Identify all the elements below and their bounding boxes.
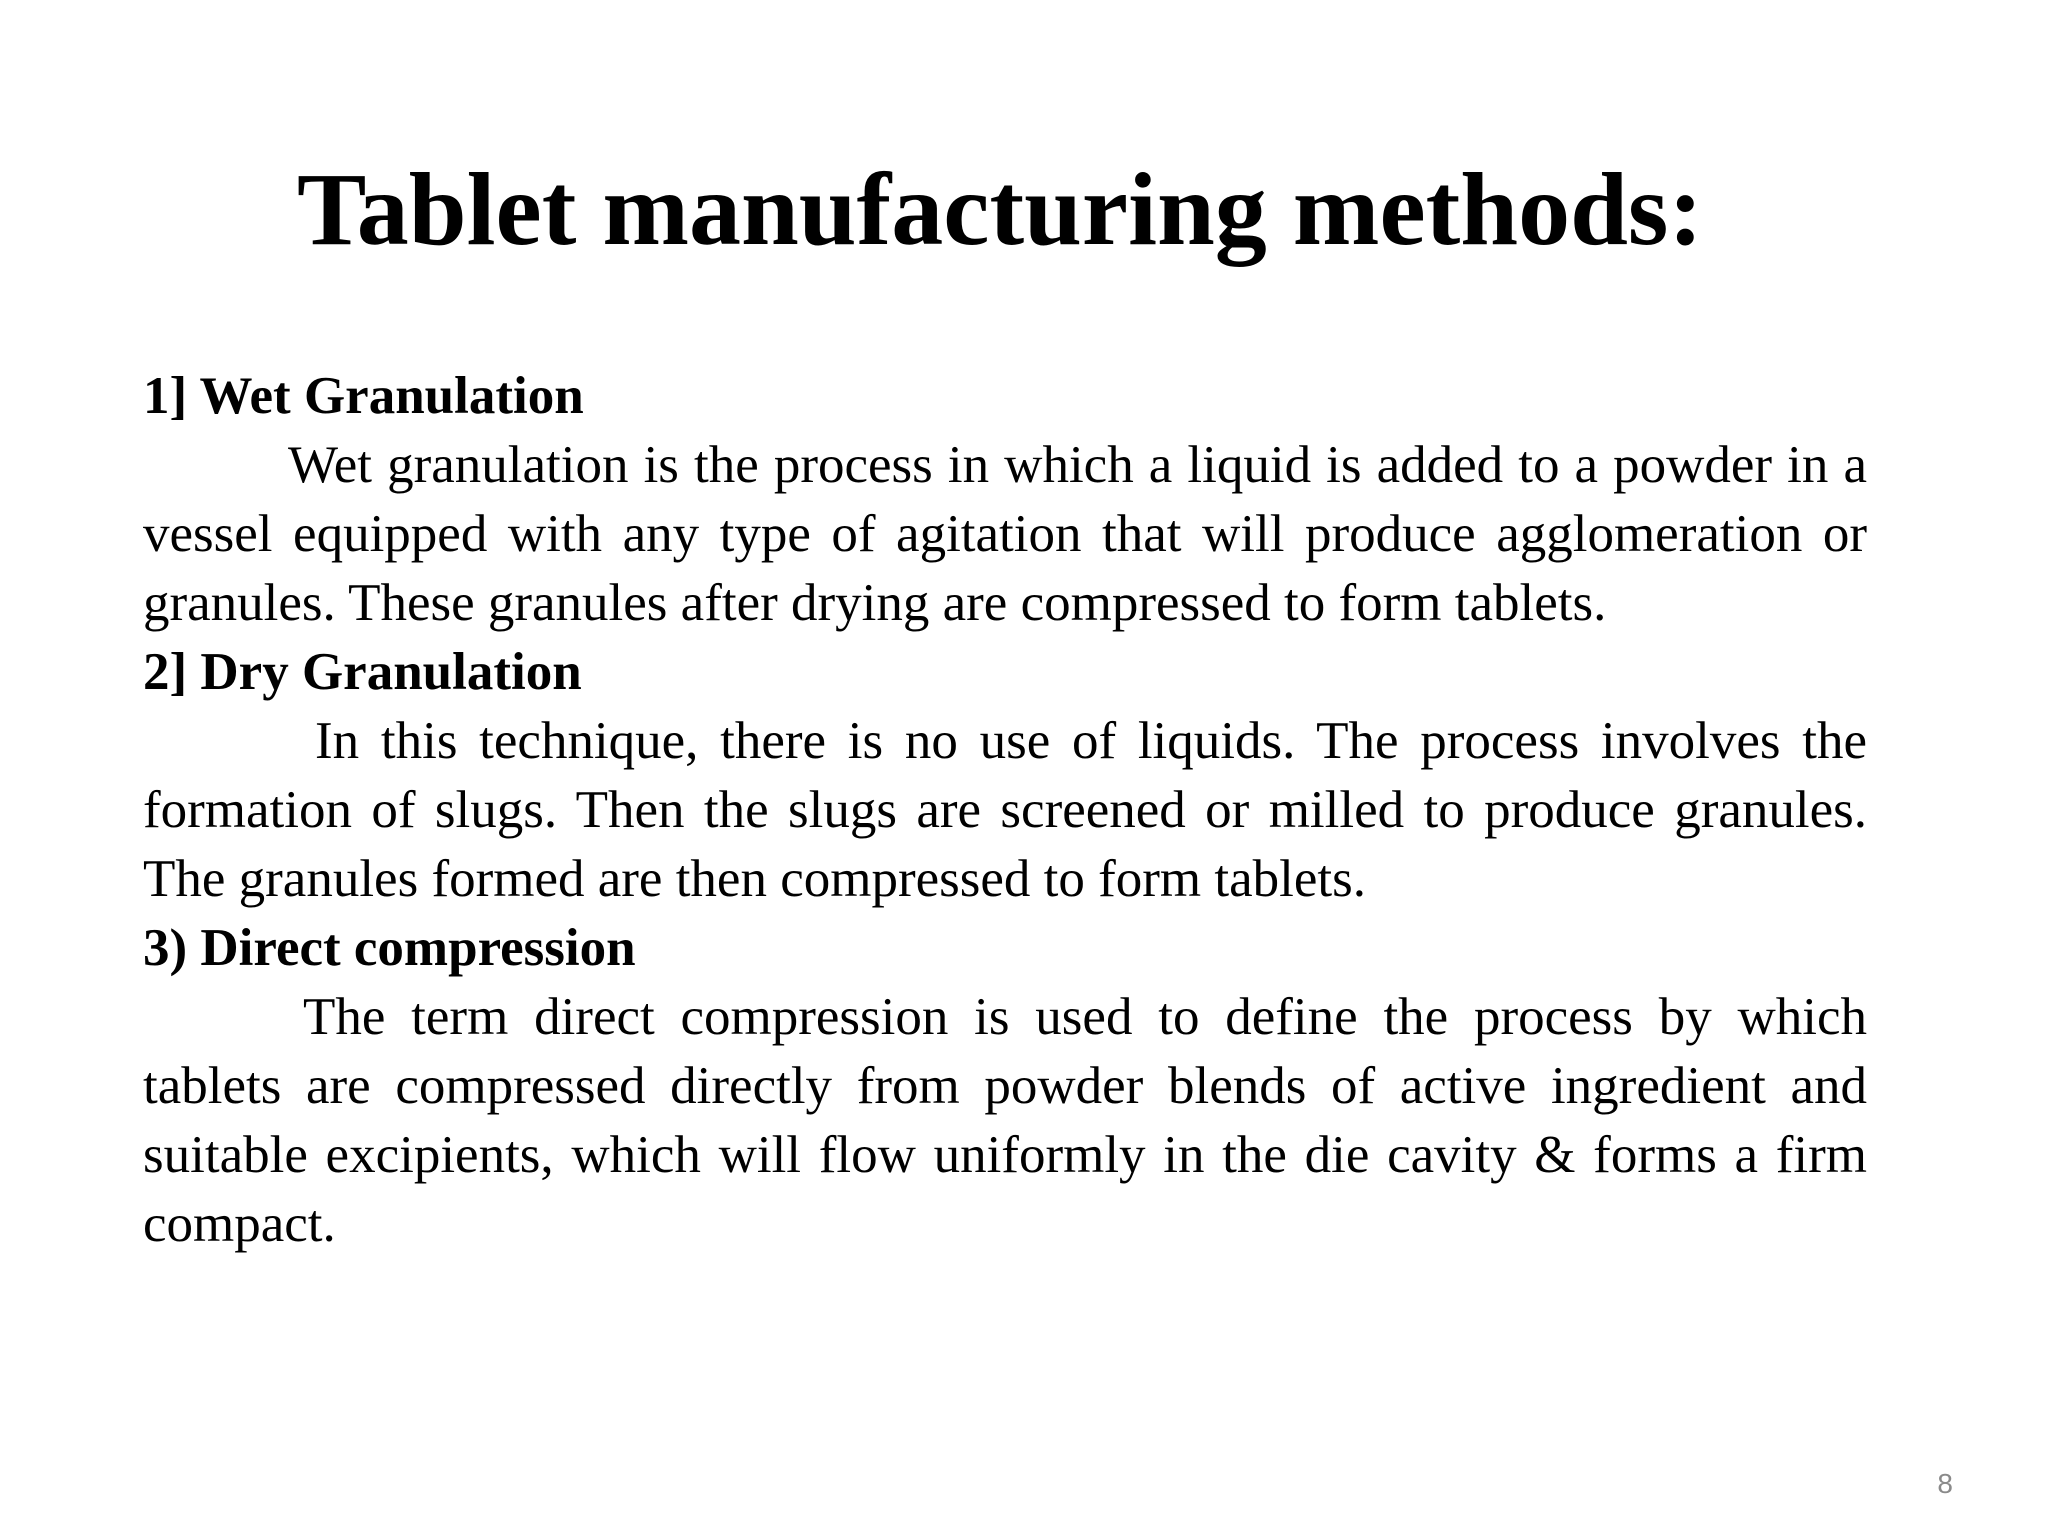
- page-number: 8: [1937, 1468, 1953, 1499]
- section-heading: 3) Direct compression: [143, 919, 636, 977]
- section-body: Wet granulation is the process in which a liquid is added to a powder in a vessel equipped with any type of agitation that will produce agglomeration or granules. These granules after drying are compressed to form tablets.: [143, 436, 1867, 632]
- section-wet-granulation: [143, 362, 1867, 638]
- section-heading: 1] Wet Granulation: [143, 367, 584, 425]
- section-direct-compression: [143, 914, 1867, 1259]
- section-dry-granulation: [143, 638, 1867, 914]
- section-body: The term direct compression is used to define the process by which tablets are compressed directly from powder blends of active ingredient and suitable excipients, which will flow uniformly in the die cavity & forms a firm compact.: [143, 988, 1867, 1253]
- section-body: In this technique, there is no use of liquids. The process involves the formation of slugs. Then the slugs are screened or milled to produce granules. The granules formed are then compressed to form tablets.: [143, 712, 1867, 908]
- section-heading: 2] Dry Granulation: [143, 643, 582, 701]
- slide-content: [143, 362, 1867, 1259]
- slide-title: Tablet manufacturing methods:: [296, 152, 1704, 267]
